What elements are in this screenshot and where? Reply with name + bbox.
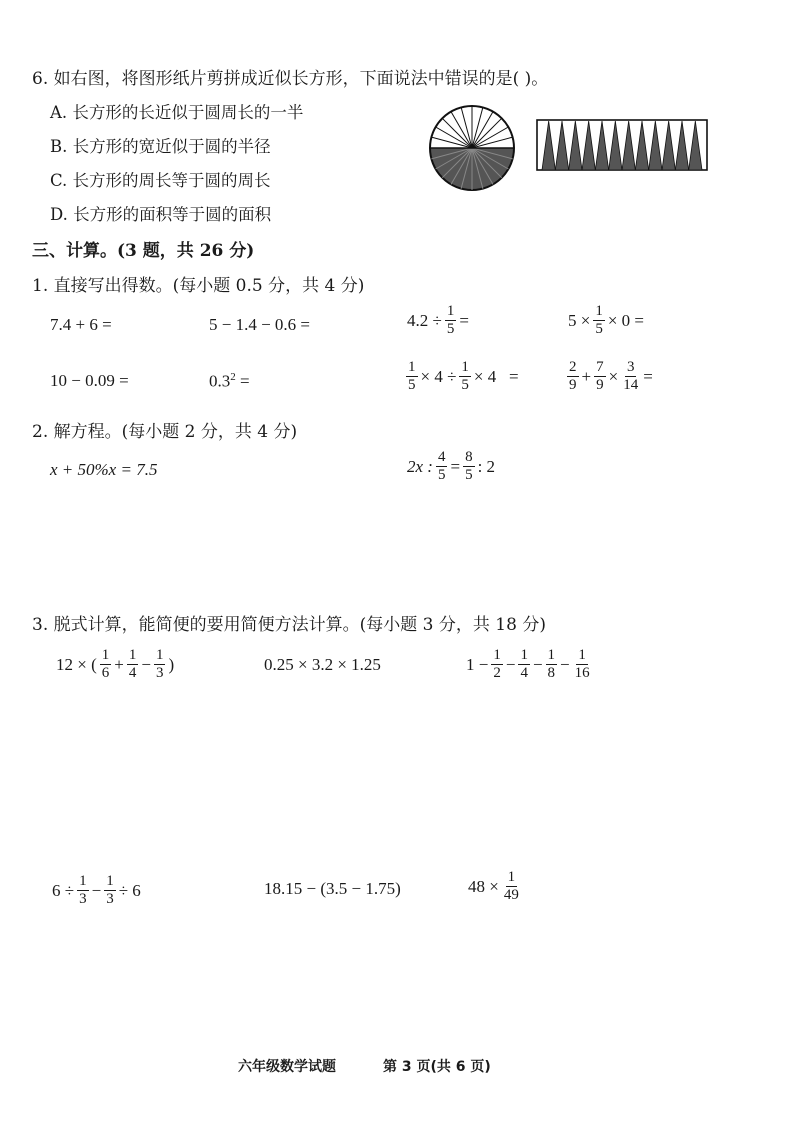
fraction: $\frac{1}{5}$ [408, 359, 416, 393]
fraction: $\frac{1}{3}$ [79, 873, 87, 907]
fraction: $\frac{1}{3}$ [106, 873, 114, 907]
sectored-circle-figure [426, 102, 518, 194]
footer-subject: 六年级数学试题 [238, 1059, 336, 1075]
part2-title: 2. 解方程。(每小题 2 分，共 4 分) [32, 422, 298, 442]
part1-title: 1. 直接写出得数。(每小题 0.5 分，共 4 分) [32, 276, 365, 296]
fraction: $\frac{1}{8}$ [547, 647, 556, 681]
rearranged-rectangle-figure [536, 119, 708, 171]
fraction: $\frac{8}{5}$ [465, 449, 473, 483]
fraction: $\frac{1}{5}$ [461, 359, 469, 393]
equation-2: 2x : $\frac{4}{5}$ = $\frac{8}{5}$ : 2 [407, 449, 496, 483]
calc-1c: 4.2 ÷ $\frac{1}{5}$ = [407, 303, 469, 337]
fraction: $\frac{1}{5}$ [595, 303, 603, 337]
fraction: $\frac{4}{5}$ [437, 449, 446, 483]
fraction: $\frac{1}{16}$ [574, 647, 590, 681]
fraction: $\frac{1}{49}$ [503, 869, 519, 903]
calc-3c: 1 − $\frac{1}{2}$ − $\frac{1}{4}$ − $\frac{1}{8}$ − $\frac{1}{16}$ [466, 647, 590, 681]
q6-option-d: D. 长方形的面积等于圆的面积 [50, 205, 272, 224]
calc-1g: $\frac{1}{5}$ × 4 ÷ $\frac{1}{5}$ × 4 = [408, 359, 519, 393]
calc-1f: $0.3^2$ = [209, 371, 250, 391]
q6-option-c: C. 长方形的周长等于圆的周长 [50, 171, 271, 190]
fraction: $\frac{3}{14}$ [623, 359, 639, 393]
equation-1: x + 50%x = 7.5 [50, 460, 158, 479]
part3-title: 3. 脱式计算，能简便的要用简便方法计算。(每小题 3 分，共 18 分) [32, 615, 546, 635]
calc-1e: 10 − 0.09 = [50, 371, 129, 390]
fraction: $\frac{1}{2}$ [493, 647, 501, 681]
calc-3e: 18.15 − (3.5 − 1.75) [264, 879, 401, 898]
calc-1d: 5 × $\frac{1}{5}$ × 0 = [568, 303, 645, 337]
fraction: $\frac{1}{6}$ [101, 647, 110, 681]
fraction: $\frac{1}{4}$ [520, 647, 528, 681]
fraction: $\frac{1}{4}$ [128, 647, 137, 681]
calc-1b: 5 − 1.4 − 0.6 = [209, 315, 311, 334]
fraction: $\frac{1}{5}$ [446, 303, 455, 337]
q6-option-a: A. 长方形的长近似于圆周长的一半 [50, 103, 304, 122]
calc-3a: 12 × ( $\frac{1}{6}$ + $\frac{1}{4}$ − $\frac{1}{3}$ ) [56, 647, 175, 681]
calc-3f: 48 × $\frac{1}{49}$ [468, 869, 519, 903]
calc-3d: 6 ÷ $\frac{1}{3}$ − $\frac{1}{3}$ ÷ 6 [52, 873, 141, 907]
q6-stem: 6. 如右图，将图形纸片剪拼成近似长方形，下面说法中错误的是( )。 [32, 69, 549, 89]
fraction: $\frac{7}{9}$ [596, 359, 604, 393]
fraction: $\frac{1}{3}$ [155, 647, 164, 681]
calc-1a: 7.4 + 6 = [50, 315, 112, 334]
calc-3b: 0.25 × 3.2 × 1.25 [264, 655, 381, 674]
q6-option-b: B. 长方形的宽近似于圆的半径 [50, 137, 271, 156]
section3-heading: 三、计算。(3 题，共 26 分) [32, 241, 255, 261]
footer-page-number: 第 3 页(共 6 页) [383, 1059, 491, 1075]
fraction: $\frac{2}{9}$ [569, 359, 577, 393]
calc-1h: $\frac{2}{9}$ + $\frac{7}{9}$ × $\frac{3}{14}$ = [569, 359, 653, 393]
